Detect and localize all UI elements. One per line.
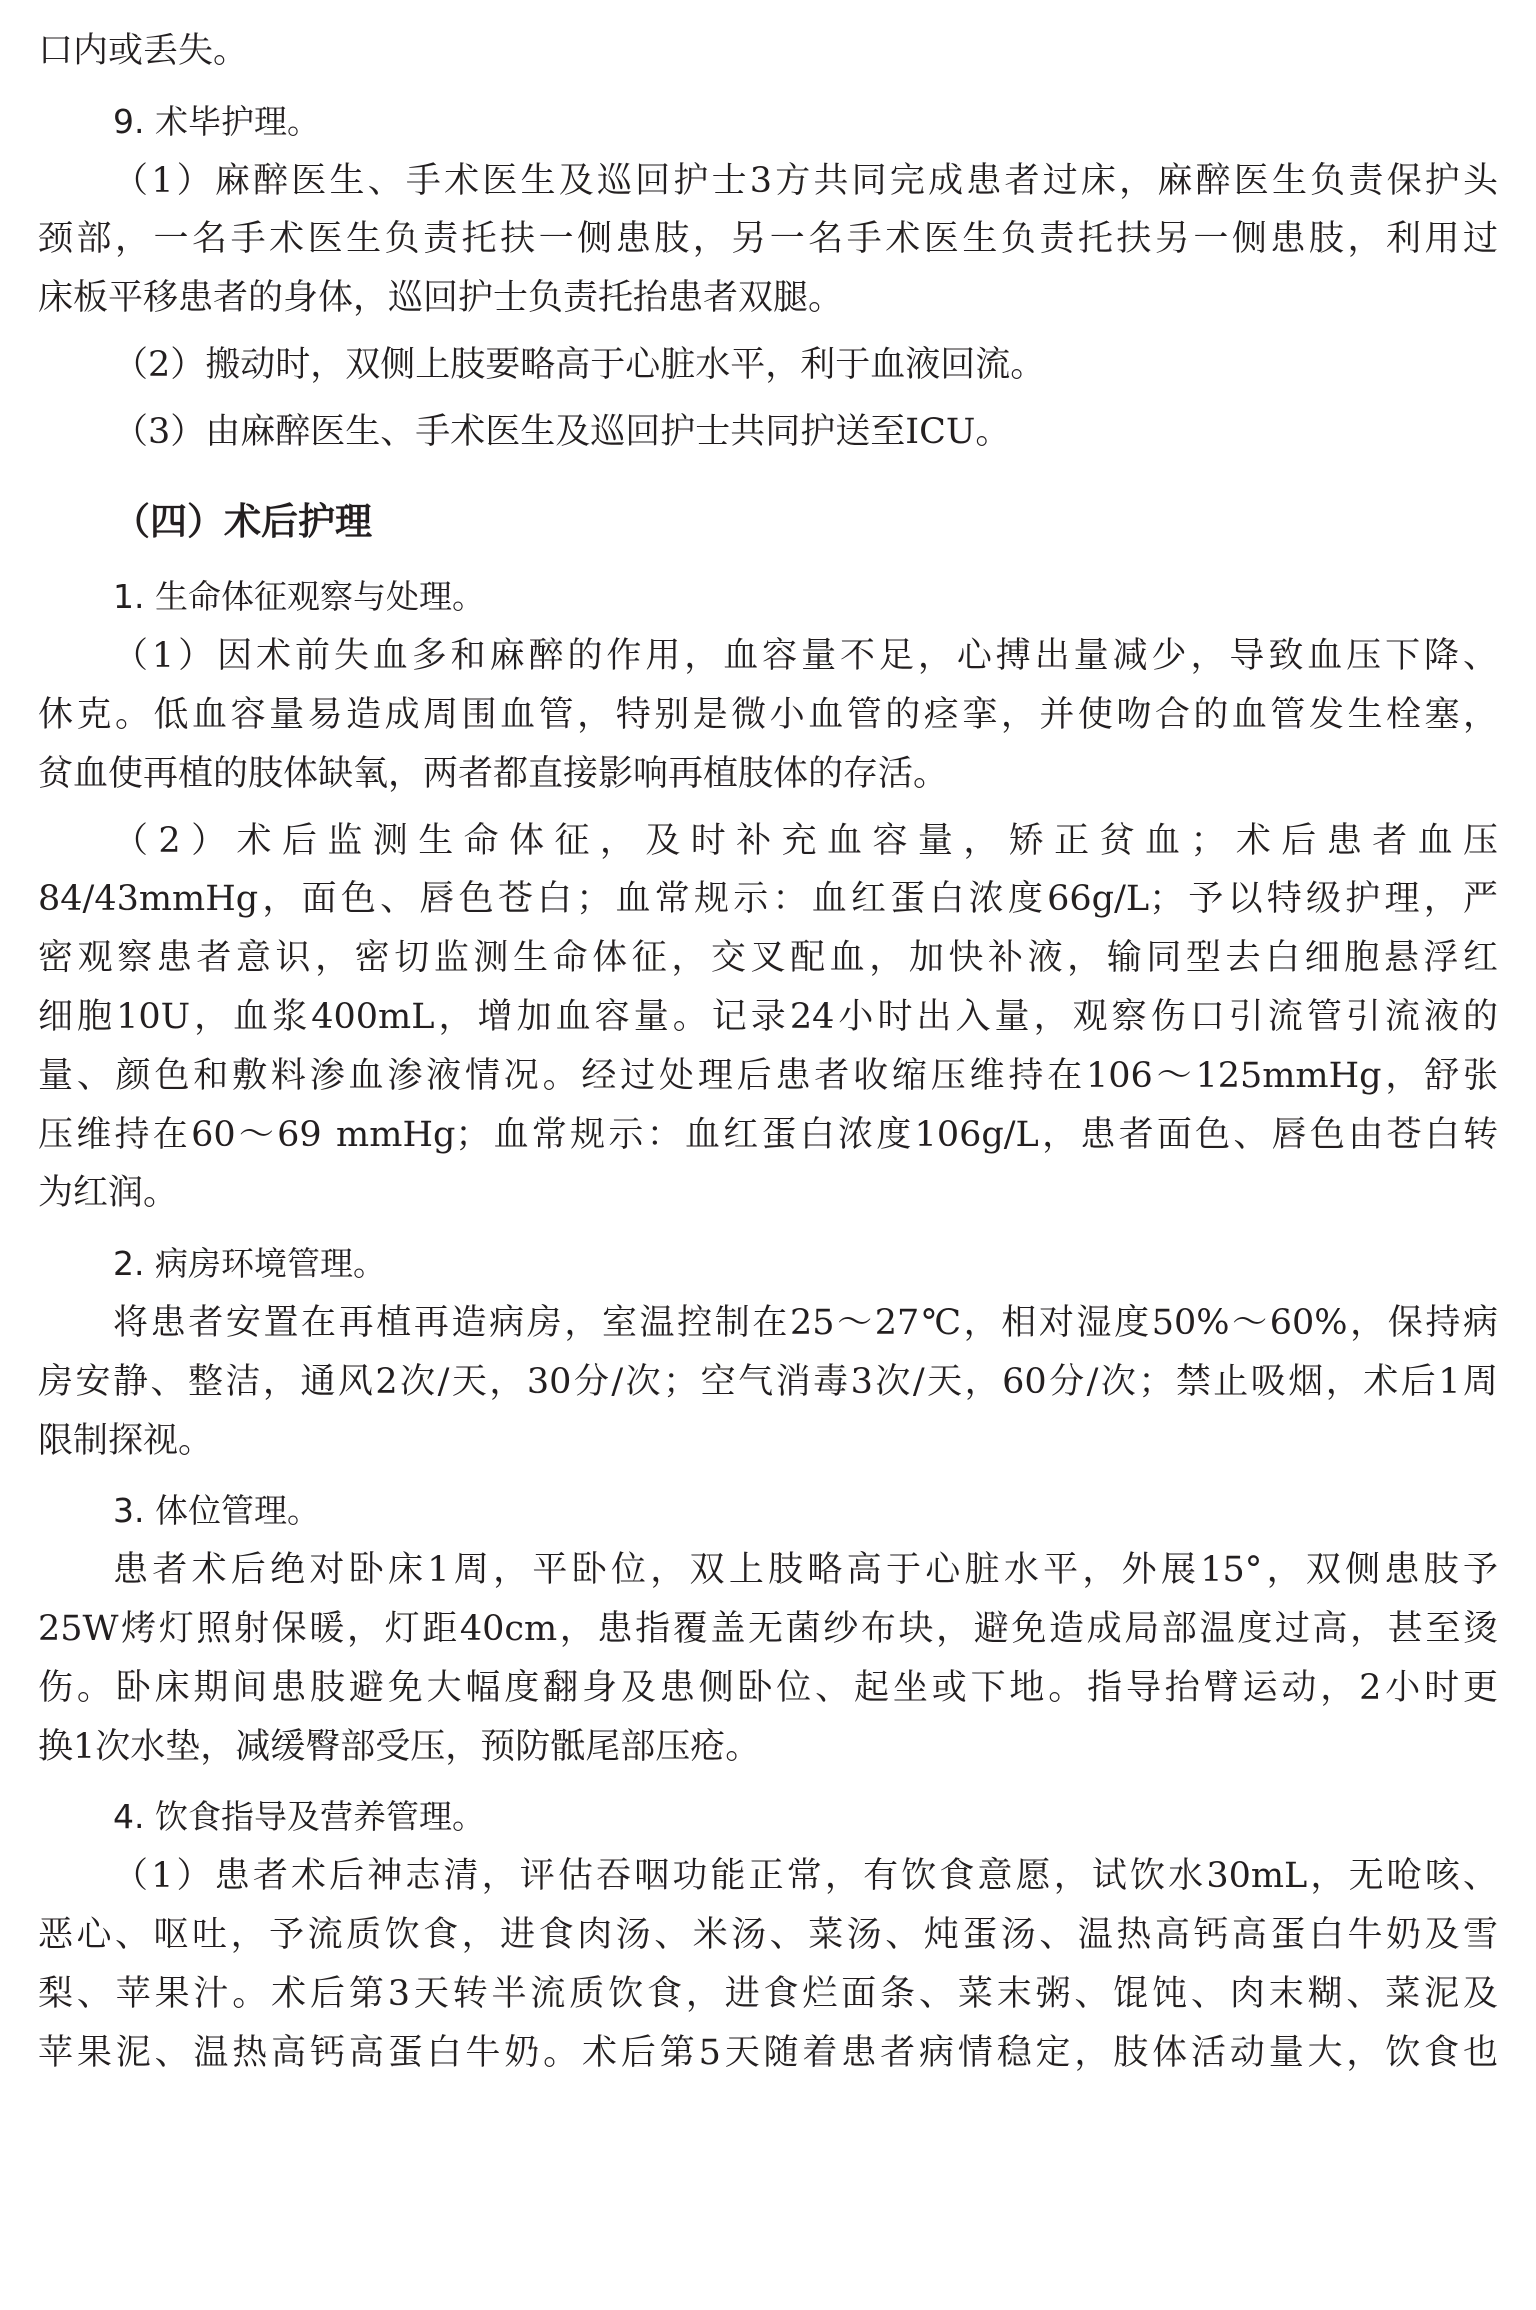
body-line: 密观察患者意识，密切监测生命体征，交叉配血，加快补液，输同型去白细胞悬浮红 [38,938,1498,979]
body-line: （1）因术前失血多和麻醉的作用，血容量不足，心搏出量减少，导致血压下降、 [113,636,1498,677]
subheading-position-management: 3. 体位管理。 [113,1491,320,1531]
body-line: 贫血使再植的肢体缺氧，两者都直接影响再植肢体的存活。 [38,753,949,794]
body-line: 患者术后绝对卧床1周，平卧位，双上肢略高于心脏水平，外展15°，双侧患肢予 [113,1550,1498,1591]
body-line: 25W烤灯照射保暖，灯距40cm，患指覆盖无菌纱布块，避免造成局部温度过高，甚至烫 [38,1608,1498,1649]
body-line: 梨、苹果汁。术后第3天转半流质饮食，进食烂面条、菜末粥、馄饨、肉末糊、菜泥及 [38,1973,1498,2014]
subheading-surgery-end-care: 9. 术毕护理。 [113,101,320,141]
subheading-vital-signs: 1. 生命体征观察与处理。 [113,577,485,617]
body-line: 口内或丢失。 [38,31,249,71]
body-line: 量、颜色和敷料渗血渗液情况。经过处理后患者收缩压维持在106～125mmHg，舒张 [38,1055,1498,1096]
body-line: 颈部，一名手术医生负责托扶一侧患肢，另一名手术医生负责托扶另一侧患肢，利用过 [38,219,1498,260]
body-line: （1）麻醉医生、手术医生及巡回护士3方共同完成患者过床，麻醉医生负责保护头 [113,160,1498,201]
body-line: （2）搬动时，双侧上肢要略高于心脏水平，利于血液回流。 [113,344,1046,385]
body-line: （1）患者术后神志清，评估吞咽功能正常，有饮食意愿，试饮水30mL，无呛咳、 [113,1856,1498,1897]
body-line: 细胞10U，血浆400mL，增加血容量。记录24小时出入量，观察伤口引流管引流液的 [38,996,1498,1037]
body-line: 床板平移患者的身体，巡回护士负责托抬患者双腿。 [38,278,844,319]
body-line: 恶心、呕吐，予流质饮食，进食肉汤、米汤、菜汤、炖蛋汤、温热高钙高蛋白牛奶及雪 [38,1914,1498,1955]
body-line: 休克。低血容量易造成周围血管，特别是微小血管的痉挛，并使吻合的血管发生栓塞， [38,694,1498,735]
body-line: 换1次水垫，减缓臀部受压，预防骶尾部压疮。 [38,1726,761,1767]
body-line: 压维持在60～69 mmHg；血常规示：血红蛋白浓度106g/L，患者面色、唇色由苍白转 [38,1114,1498,1155]
body-line: 限制探视。 [38,1420,214,1461]
body-line: 伤。卧床期间患肢避免大幅度翻身及患侧卧位、起坐或下地。指导抬臂运动，2小时更 [38,1667,1498,1708]
section-heading-postop-care: （四）术后护理 [113,498,372,543]
body-line: （3）由麻醉医生、手术医生及巡回护士共同护送至ICU。 [113,411,1011,452]
body-line: 苹果泥、温热高钙高蛋白牛奶。术后第5天随着患者病情稳定，肢体活动量大，饮食也 [38,2032,1498,2073]
body-line: 房安静、整洁，通风2次/天，30分/次；空气消毒3次/天，60分/次；禁止吸烟，术后1周 [38,1361,1498,1402]
subheading-ward-environment: 2. 病房环境管理。 [113,1244,386,1284]
body-line: 84/43mmHg，面色、唇色苍白；血常规示：血红蛋白浓度66g/L；予以特级护理，严 [38,879,1498,920]
body-line: 将患者安置在再植再造病房，室温控制在25～27℃，相对湿度50%～60%，保持病 [113,1302,1498,1343]
body-line: 为红润。 [38,1173,179,1214]
body-line: （2）术后监测生命体征，及时补充血容量，矫正贫血；术后患者血压 [113,820,1498,861]
document-page [38,22,1498,2082]
subheading-diet-nutrition: 4. 饮食指导及营养管理。 [113,1797,485,1837]
